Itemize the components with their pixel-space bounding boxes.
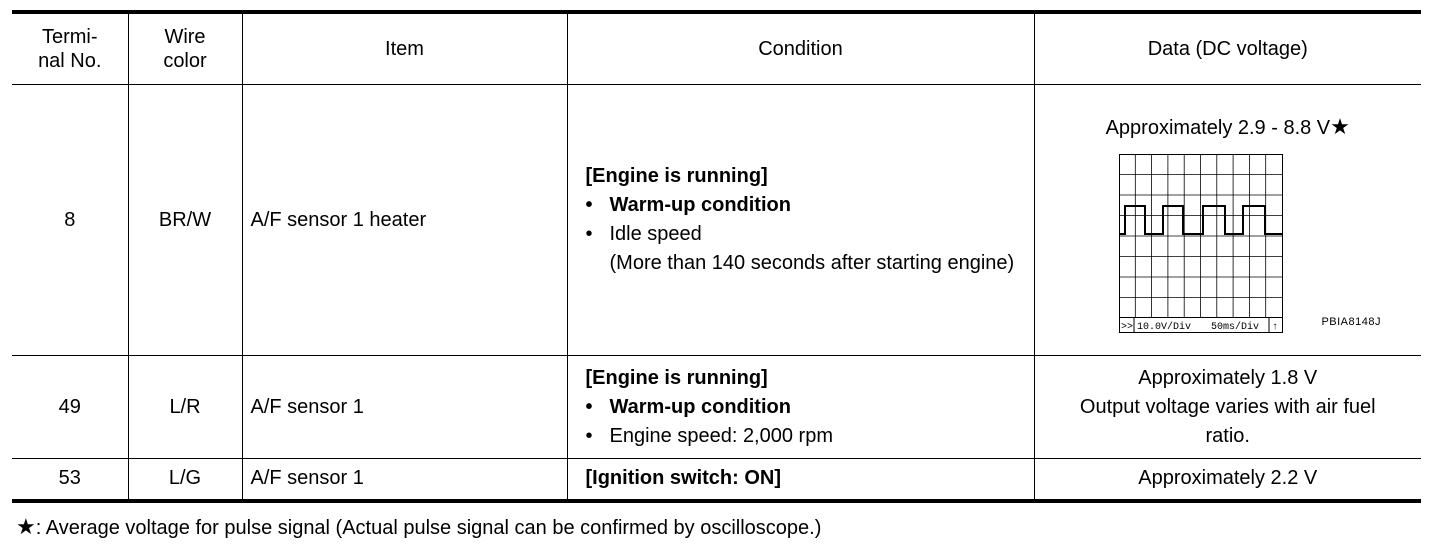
- condition-heading: [Engine is running]: [585, 366, 768, 389]
- wire-color-cell: L/R: [128, 356, 242, 459]
- item-cell: A/F sensor 1: [242, 356, 567, 459]
- condition-heading: [Ignition switch: ON]: [585, 467, 782, 490]
- terminal-cell: 8: [12, 85, 128, 356]
- item-cell: A/F sensor 1 heater: [242, 85, 567, 356]
- data-cell: [1034, 85, 1421, 356]
- terminal-data-table: [12, 10, 1421, 503]
- footnote: [16, 514, 821, 540]
- table-row: [12, 356, 1421, 459]
- star-mark: ★: [16, 514, 36, 539]
- data-value: Approximately 2.9 - 8.8 V★: [1105, 114, 1350, 139]
- header-item: Item: [242, 12, 567, 85]
- scope-marker-icon: >>: [1120, 322, 1133, 333]
- condition-list: [586, 393, 1026, 451]
- condition-note: (More than 140 seconds after starting engine): [609, 252, 1015, 274]
- header-terminal: Termi- nal No.: [12, 12, 128, 85]
- item-cell: A/F sensor 1: [242, 459, 567, 501]
- condition-item: • Warm-up condition: [586, 393, 1026, 422]
- header-row: [12, 12, 1421, 85]
- condition-cell: [567, 459, 1034, 501]
- condition-cell: [567, 85, 1034, 356]
- header-condition: Condition: [567, 12, 1034, 85]
- condition-item: • Engine speed: 2,000 rpm: [586, 422, 1026, 451]
- scope-time-label: 50ms/Div: [1210, 322, 1259, 333]
- condition-cell: [567, 356, 1034, 459]
- table-row: [12, 459, 1421, 501]
- terminal-cell: 53: [12, 459, 128, 501]
- data-value: Approximately 1.8 V: [1138, 366, 1318, 389]
- table-row: [12, 85, 1421, 356]
- oscilloscope-waveform: [1119, 154, 1283, 338]
- terminal-cell: 49: [12, 356, 128, 459]
- wire-color-cell: BR/W: [128, 85, 242, 356]
- star-mark: ★: [1330, 114, 1350, 139]
- data-cell: Approximately 2.2 V: [1034, 459, 1421, 501]
- oscilloscope-figure: [1043, 100, 1414, 340]
- condition-item: • Warm-up condition: [586, 191, 1026, 220]
- header-data: Data (DC voltage): [1034, 12, 1421, 85]
- header-wire-color: Wire color: [128, 12, 242, 85]
- scope-volt-label: 10.0V/Div: [1136, 322, 1191, 333]
- data-note: Output voltage varies with air fuel ratio.: [1079, 395, 1376, 447]
- condition-list: [586, 191, 1026, 278]
- wire-color-cell: L/G: [128, 459, 242, 501]
- footnote-text: : Average voltage for pulse signal (Actual pulse signal can be confirmed by oscilloscope.): [35, 517, 822, 539]
- condition-item: • Idle speed: [586, 220, 1026, 249]
- condition-heading: [Engine is running]: [585, 165, 768, 187]
- data-cell: [1034, 356, 1421, 459]
- trigger-icon: ↑: [1271, 322, 1278, 333]
- figure-code: PBIA8148J: [1321, 316, 1381, 328]
